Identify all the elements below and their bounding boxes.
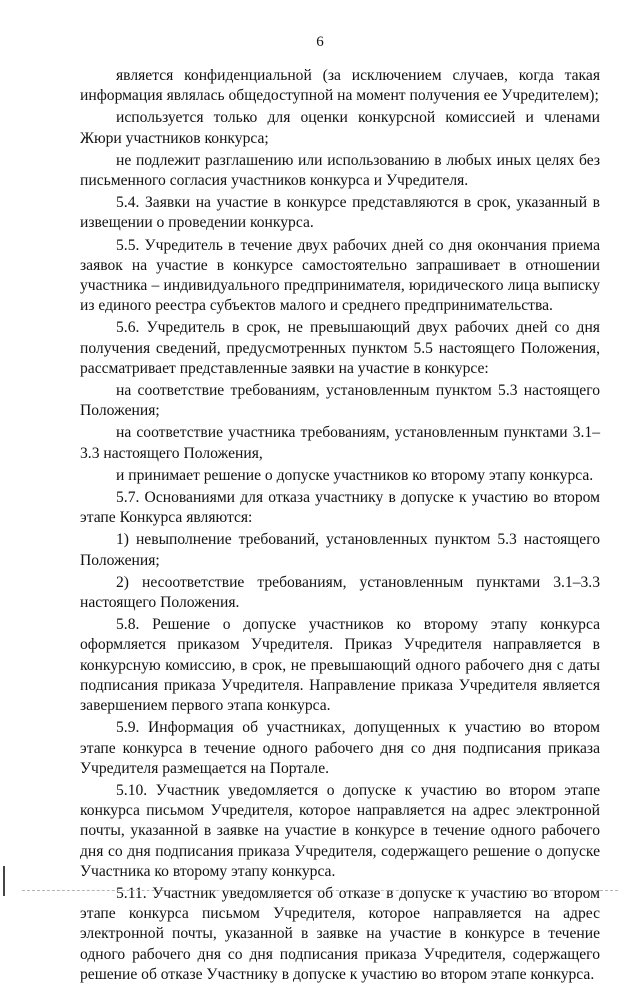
clause-5-11: 5.11. Участник уведомляется об отказе в допуске к участию во втором этапе конкурса письмом Учредителя, которое направляется на адрес электронной почты, указанной в заявке на участие в конкурсе в течение одного рабочего дня со дня подписания приказа Учредителя, содержащего решение об отказе Участнику в допуске к участию во втором этапе конкурса. bbox=[80, 884, 600, 983]
paragraph-used-for-evaluation: используется только для оценки конкурсной комиссией и членами Жюри участников конкурса; bbox=[80, 109, 600, 147]
scan-edge-mark bbox=[3, 866, 5, 896]
clause-5-8: 5.8. Решение о допуске участников ко второму этапу конкурса оформляется приказом Учредителя. Приказ Учредителя направляется в конкурсную комиссию, в срок, не превышающий одного рабочего дня с даты подписания приказа Учредителя. Направление приказа Учредителя является завершением первого этапа конкурса. bbox=[80, 616, 600, 715]
clause-5-6: 5.6. Учредитель в срок, не превышающий двух рабочих дней со дня получения сведений, предусмотренных пунктом 5.5 настоящего Положения, рассматривает представленные заявки на участие в конкурсе: bbox=[80, 319, 600, 377]
paragraph-confidential: является конфиденциальной (за исключением случаев, когда такая информация являлась общедоступной на момент получения ее Учредителем); bbox=[80, 67, 600, 105]
clause-5-6-item-requirements: на соответствие требованиям, установленным пунктом 5.3 настоящего Положения; bbox=[80, 382, 600, 420]
clause-5-4: 5.4. Заявки на участие в конкурсе представляются в срок, указанный в извещении о проведении конкурса. bbox=[80, 194, 600, 232]
clause-5-9: 5.9. Информация об участниках, допущенных к участию во втором этапе конкурса в течение одного рабочего дня со дня подписания приказа Учредителя размещается на Портале. bbox=[80, 719, 600, 777]
clause-5-7-item-1: 1) невыполнение требований, установленных пунктом 5.3 настоящего Положения; bbox=[80, 531, 600, 569]
page-bottom-rule bbox=[22, 890, 618, 891]
page-number: 6 bbox=[316, 34, 324, 50]
document-body bbox=[80, 66, 600, 987]
clause-5-10: 5.10. Участник уведомляется о допуске к участию во втором этапе конкурса письмом Учредителя, которое направляется на адрес электронной почты, указанной в заявке на участие в конкурсе в течение одного рабочего дня со дня подписания приказа Учредителя, содержащего решение о допуске Участника ко второму этапу конкурса. bbox=[80, 781, 600, 880]
paragraph-not-disclosed: не подлежит разглашению или использованию в любых иных целях без письменного согласия участников конкурса и Учредителя. bbox=[80, 151, 600, 190]
clause-5-7-item-2: 2) несоответствие требованиям, установленным пунктами 3.1–3.3 настоящего Положения. bbox=[80, 573, 600, 612]
clause-5-6-decision: и принимает решение о допуске участников ко второму этапу конкурса. bbox=[116, 466, 594, 484]
clause-5-5: 5.5. Учредитель в течение двух рабочих дней со дня окончания приема заявок на участие в конкурсе самостоятельно запрашивает в отношении участника – индивидуального предпринимателя, юридического лица выписку из единого реестра субъектов малого и среднего предпринимательства. bbox=[80, 236, 600, 315]
clause-5-6-item-participant: на соответствие участника требованиям, установленным пунктами 3.1–3.3 настоящего Положения, bbox=[80, 424, 600, 462]
clause-5-7: 5.7. Основаниями для отказа участнику в допуске к участию во втором этапе Конкурса являются: bbox=[80, 489, 600, 527]
